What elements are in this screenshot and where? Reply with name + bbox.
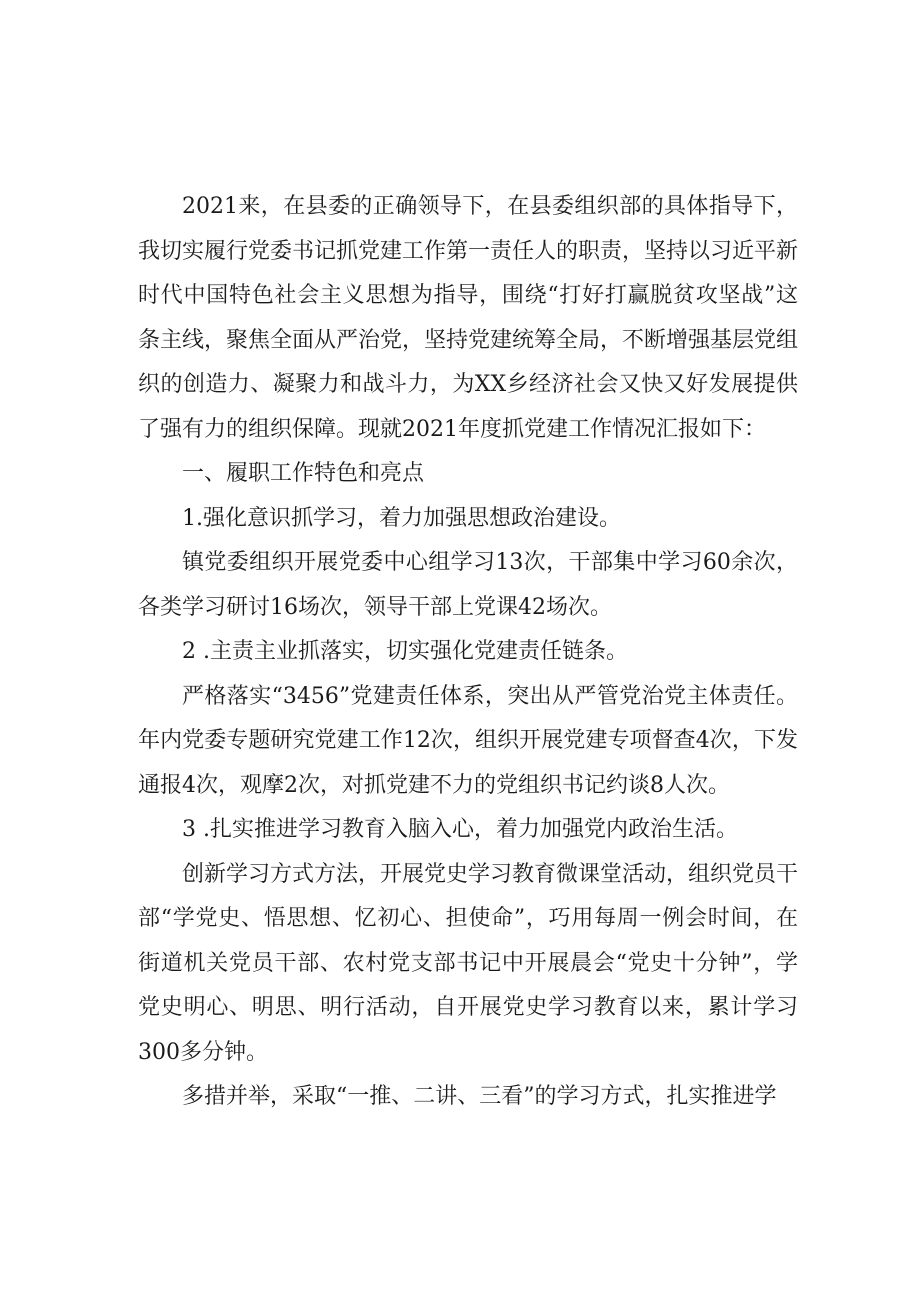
document-body (138, 185, 798, 1120)
paragraph-history-study: 创新学习方式方法，开展党史学习教育微课堂活动，组织党员干部“学党史、悟思想、忆初心、担使命”，巧用每周一例会时间，在街道机关党员干部、农村党支部书记中开展晨会“党史十分钟”，学党史明心、明思、明行活动，自开展党史学习教育以来，累计学习300多分钟。 (138, 861, 799, 1065)
paragraph-measures: 多措并举，采取“一推、二讲、三看”的学习方式，扎实推进学 (182, 1084, 777, 1109)
section-heading-1: 一、履职工作特色和亮点 (182, 461, 425, 486)
subheading-2: 2 .主责主业抓落实，切实强化党建责任链条。 (182, 639, 628, 664)
subheading-3: 3 .扎实推进学习教育入脑入心，着力加强党内政治生活。 (182, 817, 738, 842)
subheading-1: 1.强化意识抓学习，着力加强思想政治建设。 (182, 505, 621, 531)
paragraph-study: 镇党委组织开展党委中心组学习13次，干部集中学习60余次，各类学习研讨16场次，领导干部上党课42场次。 (138, 550, 798, 620)
paragraph-intro: 2021来，在县委的正确领导下，在县委组织部的具体指导下，我切实履行党委书记抓党建工作第一责任人的职责，坚持以习近平新时代中国特色社会主义思想为指导，围绕“打好打赢脱贫攻坚战”这条主线，聚焦全面从严治党，坚持党建统筹全局，不断增强基层党组织的创造力、凝聚力和战斗力，为XX乡经济社会又快又好发展提供了强有力的组织保障。现就2021年度抓党建工作情况汇报如下： (138, 194, 799, 442)
paragraph-responsibility: 严格落实“3456”党建责任体系，突出从严管党治党主体责任。年内党委专题研究党建工作12次，组织开展党建专项督查4次，下发通报4次，观摩2次，对抓党建不力的党组织书记约谈8人次。 (138, 683, 798, 798)
